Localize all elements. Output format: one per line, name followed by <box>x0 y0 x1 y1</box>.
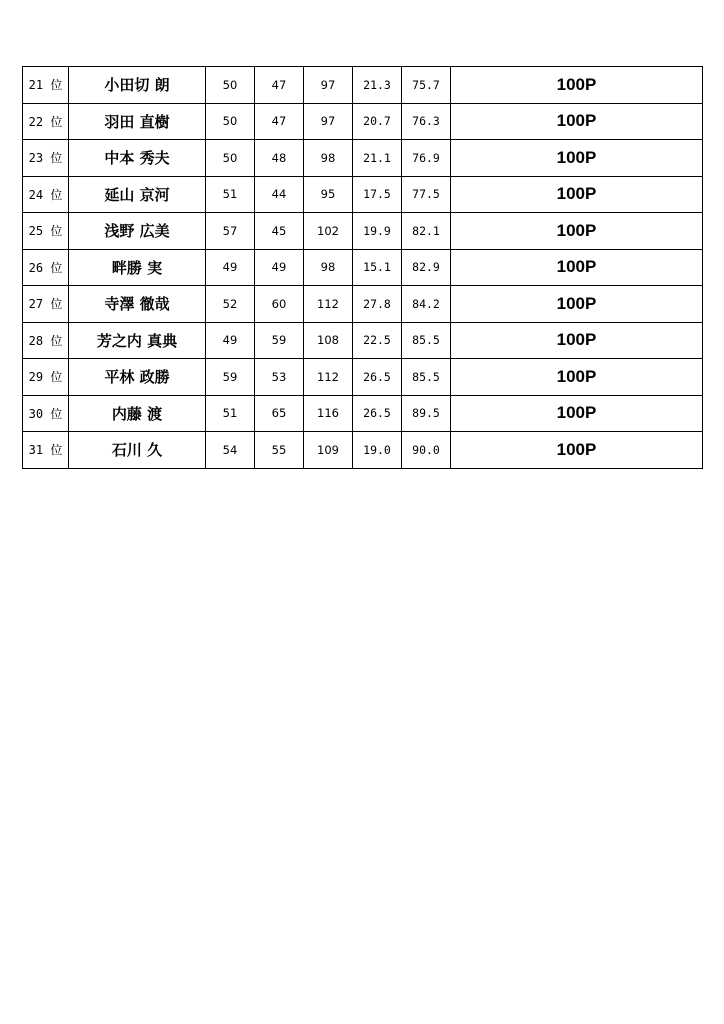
handicap-cell: 21.1 <box>353 140 402 177</box>
table-row <box>23 103 703 140</box>
score1-cell: 57 <box>206 213 255 250</box>
net-cell: 76.3 <box>402 103 451 140</box>
table-row <box>23 176 703 213</box>
net-cell: 85.5 <box>402 322 451 359</box>
points-cell: 100P <box>451 322 703 359</box>
score2-cell: 48 <box>255 140 304 177</box>
gross-cell: 97 <box>304 103 353 140</box>
gross-cell: 112 <box>304 359 353 396</box>
net-cell: 90.0 <box>402 432 451 469</box>
table-row <box>23 67 703 104</box>
net-cell: 89.5 <box>402 395 451 432</box>
player-name-cell: 内藤 渡 <box>69 395 206 432</box>
player-name-cell: 寺澤 徹哉 <box>69 286 206 323</box>
table-row <box>23 286 703 323</box>
score2-cell: 45 <box>255 213 304 250</box>
handicap-cell: 15.1 <box>353 249 402 286</box>
player-name-cell: 中本 秀夫 <box>69 140 206 177</box>
gross-cell: 97 <box>304 67 353 104</box>
score2-cell: 59 <box>255 322 304 359</box>
rank-cell: 30 位 <box>23 395 69 432</box>
points-cell: 100P <box>451 359 703 396</box>
score2-cell: 47 <box>255 67 304 104</box>
score1-cell: 50 <box>206 103 255 140</box>
rank-cell: 29 位 <box>23 359 69 396</box>
player-name-cell: 平林 政勝 <box>69 359 206 396</box>
player-name-cell: 石川 久 <box>69 432 206 469</box>
score2-cell: 49 <box>255 249 304 286</box>
points-cell: 100P <box>451 432 703 469</box>
net-cell: 82.9 <box>402 249 451 286</box>
table-row <box>23 140 703 177</box>
gross-cell: 116 <box>304 395 353 432</box>
table-row <box>23 249 703 286</box>
net-cell: 84.2 <box>402 286 451 323</box>
table-row <box>23 213 703 250</box>
gross-cell: 95 <box>304 176 353 213</box>
rank-cell: 26 位 <box>23 249 69 286</box>
table-row <box>23 359 703 396</box>
score1-cell: 54 <box>206 432 255 469</box>
points-cell: 100P <box>451 67 703 104</box>
player-name-cell: 延山 京河 <box>69 176 206 213</box>
table-row <box>23 395 703 432</box>
points-cell: 100P <box>451 395 703 432</box>
table-row <box>23 432 703 469</box>
score1-cell: 49 <box>206 249 255 286</box>
net-cell: 82.1 <box>402 213 451 250</box>
gross-cell: 109 <box>304 432 353 469</box>
results-table <box>22 66 703 469</box>
handicap-cell: 26.5 <box>353 359 402 396</box>
gross-cell: 102 <box>304 213 353 250</box>
rank-cell: 27 位 <box>23 286 69 323</box>
score1-cell: 52 <box>206 286 255 323</box>
score2-cell: 60 <box>255 286 304 323</box>
handicap-cell: 21.3 <box>353 67 402 104</box>
gross-cell: 112 <box>304 286 353 323</box>
player-name-cell: 小田切 朗 <box>69 67 206 104</box>
rank-cell: 24 位 <box>23 176 69 213</box>
net-cell: 76.9 <box>402 140 451 177</box>
player-name-cell: 浅野 広美 <box>69 213 206 250</box>
gross-cell: 108 <box>304 322 353 359</box>
handicap-cell: 26.5 <box>353 395 402 432</box>
handicap-cell: 19.0 <box>353 432 402 469</box>
points-cell: 100P <box>451 213 703 250</box>
handicap-cell: 20.7 <box>353 103 402 140</box>
rank-cell: 22 位 <box>23 103 69 140</box>
player-name-cell: 羽田 直樹 <box>69 103 206 140</box>
score1-cell: 49 <box>206 322 255 359</box>
player-name-cell: 芳之内 真典 <box>69 322 206 359</box>
points-cell: 100P <box>451 286 703 323</box>
rank-cell: 31 位 <box>23 432 69 469</box>
net-cell: 75.7 <box>402 67 451 104</box>
score2-cell: 44 <box>255 176 304 213</box>
score1-cell: 50 <box>206 67 255 104</box>
rank-cell: 25 位 <box>23 213 69 250</box>
handicap-cell: 22.5 <box>353 322 402 359</box>
score2-cell: 47 <box>255 103 304 140</box>
points-cell: 100P <box>451 103 703 140</box>
points-cell: 100P <box>451 249 703 286</box>
score1-cell: 59 <box>206 359 255 396</box>
handicap-cell: 27.8 <box>353 286 402 323</box>
handicap-cell: 19.9 <box>353 213 402 250</box>
rank-cell: 21 位 <box>23 67 69 104</box>
score1-cell: 51 <box>206 395 255 432</box>
score2-cell: 55 <box>255 432 304 469</box>
gross-cell: 98 <box>304 249 353 286</box>
score2-cell: 65 <box>255 395 304 432</box>
score1-cell: 50 <box>206 140 255 177</box>
net-cell: 85.5 <box>402 359 451 396</box>
player-name-cell: 畔勝 実 <box>69 249 206 286</box>
points-cell: 100P <box>451 176 703 213</box>
handicap-cell: 17.5 <box>353 176 402 213</box>
net-cell: 77.5 <box>402 176 451 213</box>
gross-cell: 98 <box>304 140 353 177</box>
table-row <box>23 322 703 359</box>
score1-cell: 51 <box>206 176 255 213</box>
points-cell: 100P <box>451 140 703 177</box>
results-table-body <box>23 67 703 469</box>
rank-cell: 23 位 <box>23 140 69 177</box>
rank-cell: 28 位 <box>23 322 69 359</box>
score2-cell: 53 <box>255 359 304 396</box>
